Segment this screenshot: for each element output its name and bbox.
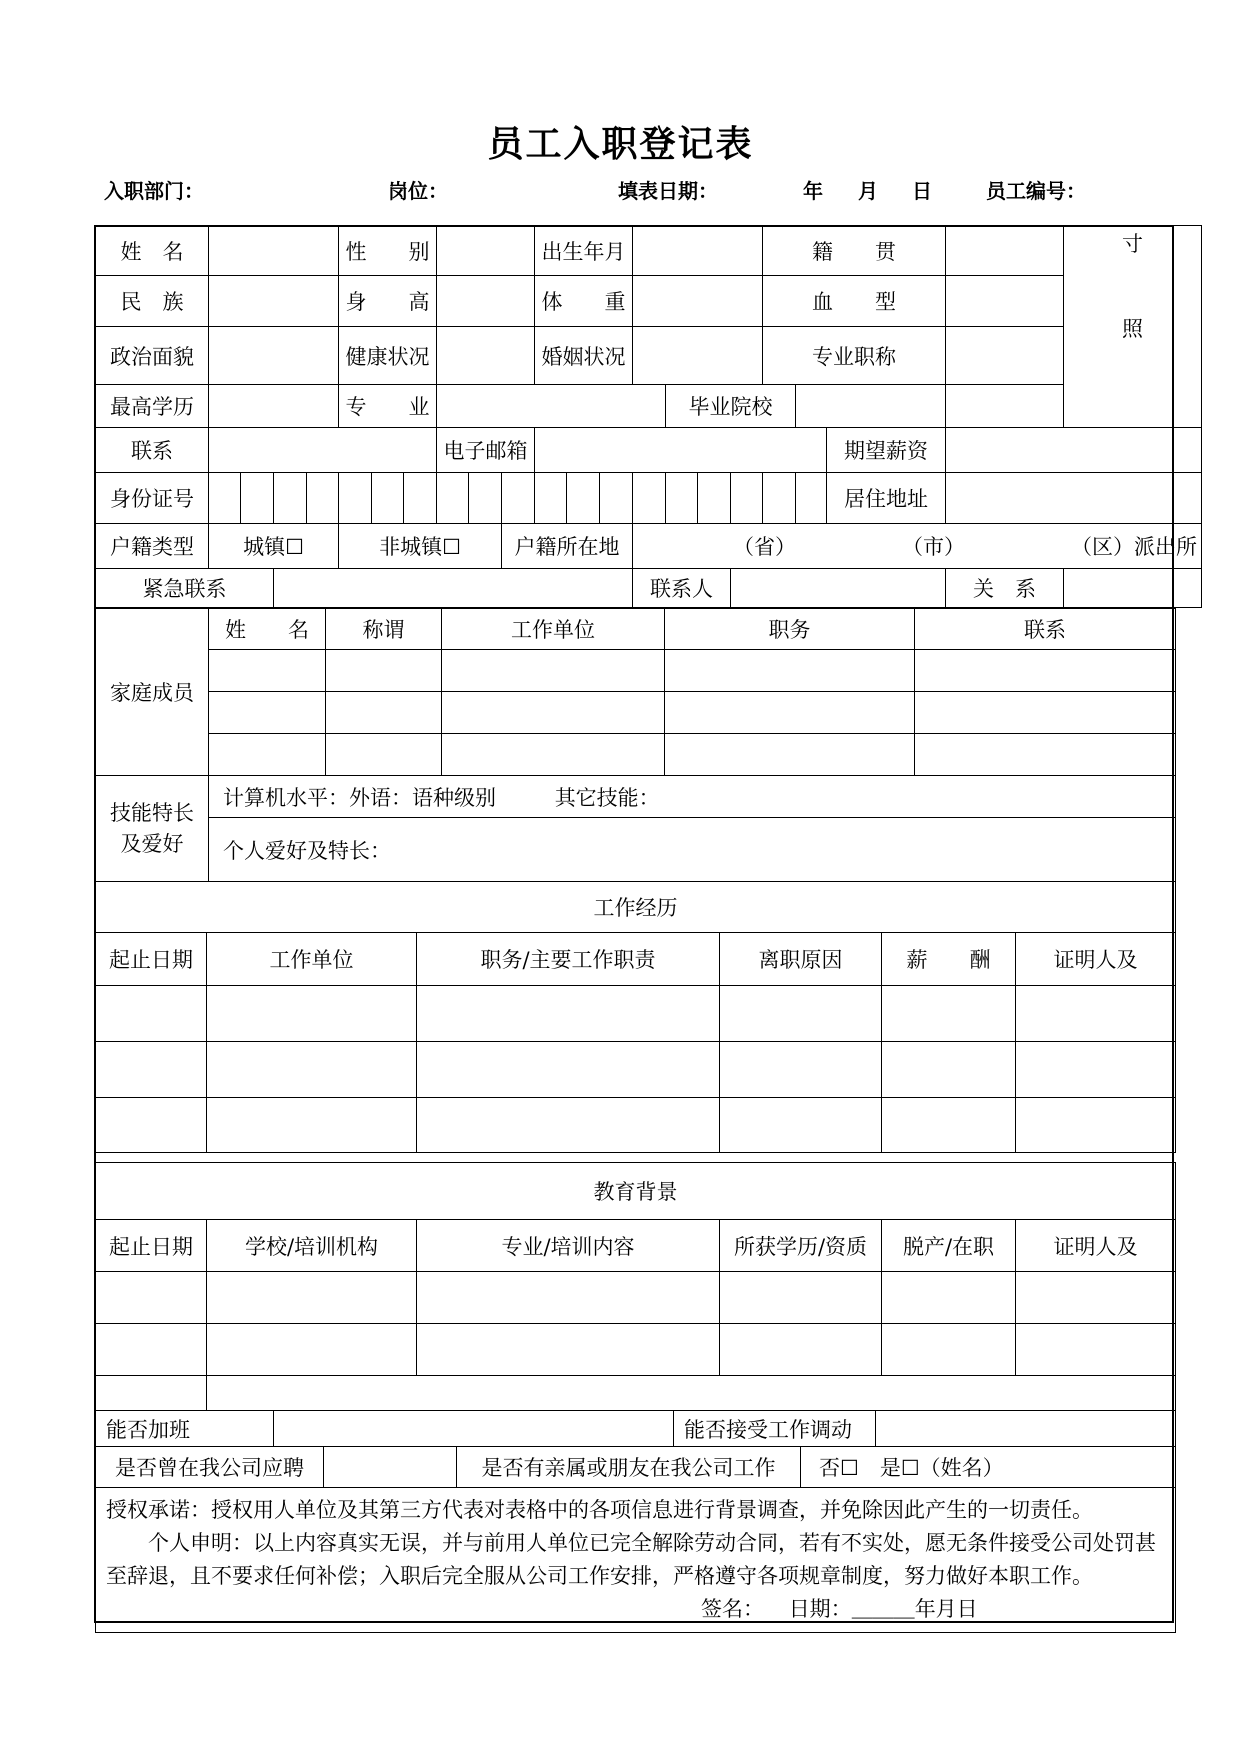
id-digit[interactable] (241, 473, 274, 524)
family-header-employer: 工作单位 (442, 609, 665, 650)
emergency-person-field[interactable] (731, 569, 946, 608)
table-row (96, 1042, 1176, 1098)
health-label: 健康状况 (339, 327, 437, 385)
work-header-dates: 起止日期 (96, 933, 207, 986)
employee-no-label: 员工编号： (986, 179, 1086, 203)
table-row (96, 1376, 1176, 1411)
table-cell[interactable] (442, 650, 665, 692)
table-cell[interactable] (720, 986, 882, 1042)
id-digit[interactable] (404, 473, 437, 524)
work-header-duties: 职务/主要工作职责 (417, 933, 720, 986)
health-field[interactable] (437, 327, 535, 385)
edu-header-school: 学校/培训机构 (207, 1220, 417, 1272)
computer-language-label: 计算机水平：外语：语种级别 (223, 785, 496, 810)
table-cell[interactable] (915, 692, 1176, 734)
birth-label: 出生年月 (535, 226, 633, 276)
hukou-type-label: 户籍类型 (96, 524, 209, 569)
declaration-block (96, 1488, 1176, 1633)
table-cell[interactable] (207, 1376, 1176, 1411)
table-cell[interactable] (665, 692, 915, 734)
overtime-field[interactable] (274, 1411, 674, 1447)
table-cell[interactable] (417, 986, 720, 1042)
prof-title-field[interactable] (946, 327, 1064, 385)
hukou-location-field[interactable] (633, 524, 1202, 569)
table-cell[interactable] (442, 734, 665, 776)
emergency-field[interactable] (274, 569, 633, 608)
id-digit[interactable] (307, 473, 339, 524)
id-digit[interactable] (698, 473, 731, 524)
school-label: 毕业院校 (666, 385, 796, 428)
overtime-table (95, 1410, 1176, 1447)
table-cell[interactable] (882, 1098, 1016, 1153)
family-table (95, 608, 1176, 776)
blood-type-field[interactable] (946, 276, 1064, 327)
id-digit[interactable] (763, 473, 796, 524)
ethnic-label: 民 族 (96, 276, 209, 327)
table-cell[interactable] (326, 692, 442, 734)
skills-line1[interactable] (209, 776, 1176, 818)
marital-label: 婚姻状况 (535, 327, 633, 385)
native-place-label: 籍 贯 (763, 226, 946, 276)
edu-header-dates: 起止日期 (96, 1220, 207, 1272)
table-cell[interactable] (209, 692, 326, 734)
family-header-contact: 联系 (915, 609, 1176, 650)
table-cell[interactable] (1016, 1272, 1176, 1324)
table-cell[interactable] (417, 1272, 720, 1324)
id-digit[interactable] (535, 473, 567, 524)
edu-header-mode: 脱产/在职 (882, 1220, 1016, 1272)
id-digit[interactable] (796, 473, 827, 524)
table-cell[interactable] (96, 1098, 207, 1153)
name-label: 姓 名 (96, 226, 209, 276)
marital-field[interactable] (633, 327, 763, 385)
table-cell[interactable] (96, 1272, 207, 1324)
prof-title-label: 专业职称 (763, 327, 946, 385)
emergency-person-label: 联系人 (633, 569, 731, 608)
table-row (96, 650, 1176, 692)
skills-label (96, 776, 209, 882)
contact-field[interactable] (209, 428, 437, 473)
address-label: 居住地址 (827, 473, 946, 524)
contact-label: 联系 (96, 428, 209, 473)
table-cell[interactable] (209, 734, 326, 776)
applied-before-field[interactable] (324, 1447, 457, 1488)
table-cell[interactable] (326, 734, 442, 776)
relatives-options[interactable]: 否☐ 是☐（姓名） (801, 1447, 1176, 1488)
work-header-reference: 证明人及 (1016, 933, 1176, 986)
work-section-title: 工作经历 (96, 882, 1176, 933)
province-label: （省） (733, 535, 796, 559)
transfer-field[interactable] (876, 1411, 1176, 1447)
table-cell[interactable] (720, 1042, 882, 1098)
table-row (96, 986, 1176, 1042)
table-cell[interactable] (96, 986, 207, 1042)
skills-table (95, 775, 1176, 882)
id-digit[interactable] (469, 473, 502, 524)
weight-label: 体 重 (535, 276, 633, 327)
table-cell[interactable] (326, 650, 442, 692)
table-cell[interactable] (720, 1272, 882, 1324)
city-label: （市） (902, 535, 965, 559)
applied-before-label: 是否曾在我公司应聘 (96, 1447, 324, 1488)
dept-label: 入职部门： (104, 179, 204, 203)
basic-info-table (95, 225, 1202, 608)
id-digit[interactable] (731, 473, 763, 524)
sign-date-label: 日期： (788, 1597, 852, 1621)
email-label: 电子邮箱 (437, 428, 535, 473)
salary-field[interactable] (946, 428, 1202, 473)
gender-label: 性 别 (339, 226, 437, 276)
id-digit[interactable] (437, 473, 469, 524)
table-cell[interactable] (915, 734, 1176, 776)
hukou-urban-option[interactable]: 城镇☐ (209, 524, 339, 569)
name-field[interactable] (209, 226, 339, 276)
edu-header-degree: 所获学历/资质 (720, 1220, 882, 1272)
photo-box[interactable] (1064, 226, 1202, 428)
table-cell[interactable] (96, 1042, 207, 1098)
position-label: 岗位： (388, 179, 448, 203)
blood-type-label: 血 型 (763, 276, 946, 327)
table-cell[interactable] (1016, 1042, 1176, 1098)
skills-label-line2: 及爱好 (120, 831, 184, 856)
transfer-label: 能否接受工作调动 (674, 1411, 876, 1447)
photo-label-bottom: 照 (1122, 317, 1143, 341)
sign-date-ymd: 年月日 (914, 1597, 978, 1621)
table-cell[interactable] (417, 1042, 720, 1098)
table-cell[interactable] (1016, 1324, 1176, 1376)
work-header-employer: 工作单位 (207, 933, 417, 986)
major-field[interactable] (437, 385, 666, 428)
id-number-label: 身份证号 (96, 473, 209, 524)
table-cell[interactable] (665, 650, 915, 692)
id-digit[interactable] (372, 473, 404, 524)
political-field[interactable] (209, 327, 339, 385)
family-header-position: 职务 (665, 609, 915, 650)
native-place-field[interactable] (946, 226, 1064, 276)
table-cell[interactable] (207, 1098, 417, 1153)
signature-label: 签名： (701, 1597, 764, 1621)
family-header-name: 姓 名 (209, 609, 326, 650)
major-label: 专 业 (339, 385, 437, 428)
table-cell[interactable] (1016, 1098, 1176, 1153)
month-label: 月 (858, 179, 878, 203)
edu-header-major: 专业/培训内容 (417, 1220, 720, 1272)
authorization-text: 授权承诺：授权用人单位及其第三方代表对表格中的各项信息进行背景调查，并免除因此产生的一切责任。 (106, 1498, 1093, 1522)
relation-field[interactable] (1064, 569, 1202, 608)
table-row (96, 692, 1176, 734)
table-cell[interactable] (207, 1324, 417, 1376)
year-label: 年 (803, 179, 823, 203)
address-field[interactable] (946, 473, 1202, 524)
table-row (96, 1098, 1176, 1153)
relatives-label: 是否有亲属或朋友在我公司工作 (457, 1447, 801, 1488)
signature-line[interactable] (106, 1593, 1165, 1626)
ethnic-field[interactable] (209, 276, 339, 327)
emergency-label: 紧急联系 (96, 569, 274, 608)
gender-field[interactable] (437, 226, 535, 276)
table-cell[interactable] (720, 1098, 882, 1153)
relation-label: 关 系 (946, 569, 1064, 608)
skills-label-line1: 技能特长 (110, 800, 194, 825)
day-label: 日 (912, 179, 932, 203)
salary-label: 期望薪资 (827, 428, 946, 473)
applied-table (95, 1446, 1176, 1488)
sign-date-blank[interactable]: ＿＿＿ (851, 1597, 915, 1621)
table-row (96, 1272, 1176, 1324)
hobbies-line[interactable]: 个人爱好及特长： (209, 818, 1176, 882)
district-label: （区）派出所 (1071, 535, 1197, 559)
table-cell[interactable] (96, 1324, 207, 1376)
statement-text: 个人申明：以上内容真实无误，并与前用人单位已完全解除劳动合同，若有不实处，愿无条件接受公司处罚甚至辞退，且不要求任何补偿；入职后完全服从公司工作安排，严格遵守各项规章制度，努力做好本职工作。 (106, 1531, 1156, 1588)
school-field[interactable] (796, 385, 946, 428)
work-table (95, 881, 1176, 1153)
fill-date-label: 填表日期： (618, 179, 718, 203)
table-cell[interactable] (207, 986, 417, 1042)
table-cell[interactable] (207, 1272, 417, 1324)
id-digit[interactable] (209, 473, 241, 524)
id-digit[interactable] (502, 473, 535, 524)
birth-field[interactable] (633, 226, 763, 276)
table-cell[interactable] (720, 1324, 882, 1376)
table-cell[interactable] (882, 1324, 1016, 1376)
table-cell[interactable] (417, 1098, 720, 1153)
id-digit[interactable] (339, 473, 372, 524)
photo-label-top: 寸 (1122, 232, 1143, 256)
table-cell[interactable] (417, 1324, 720, 1376)
table-cell[interactable] (665, 734, 915, 776)
table-cell[interactable] (207, 1042, 417, 1098)
id-digit[interactable] (666, 473, 698, 524)
id-digit[interactable] (274, 473, 307, 524)
id-digit[interactable] (600, 473, 633, 524)
id-digit[interactable] (633, 473, 666, 524)
table-cell[interactable] (882, 1042, 1016, 1098)
table-row (96, 734, 1176, 776)
declaration-table (95, 1487, 1176, 1633)
education-field[interactable] (209, 385, 339, 428)
form-title: 员工入职登记表 (487, 123, 754, 165)
overtime-label: 能否加班 (96, 1411, 274, 1447)
weight-field[interactable] (633, 276, 763, 327)
table-cell[interactable] (915, 650, 1176, 692)
family-label: 家庭成员 (96, 609, 209, 776)
table-cell[interactable] (209, 650, 326, 692)
other-skills-label: 其它技能： (554, 785, 660, 810)
table-cell[interactable] (1016, 986, 1176, 1042)
table-row (96, 1324, 1176, 1376)
id-digit[interactable] (567, 473, 600, 524)
work-header-reason: 离职原因 (720, 933, 882, 986)
education-table (95, 1162, 1176, 1411)
table-cell[interactable] (882, 986, 1016, 1042)
height-label: 身 高 (339, 276, 437, 327)
edu-header-reference: 证明人及 (1016, 1220, 1176, 1272)
table-cell[interactable] (96, 1376, 207, 1411)
political-label: 政治面貌 (96, 327, 209, 385)
table-cell[interactable] (442, 692, 665, 734)
family-header-title: 称谓 (326, 609, 442, 650)
hukou-location-label: 户籍所在地 (502, 524, 633, 569)
work-header-salary: 薪 酬 (882, 933, 1016, 986)
height-field[interactable] (437, 276, 535, 327)
hukou-rural-option[interactable]: 非城镇☐ (339, 524, 502, 569)
email-field[interactable] (535, 428, 827, 473)
education-section-title: 教育背景 (96, 1163, 1176, 1220)
table-cell[interactable] (882, 1272, 1016, 1324)
education-label: 最高学历 (96, 385, 209, 428)
